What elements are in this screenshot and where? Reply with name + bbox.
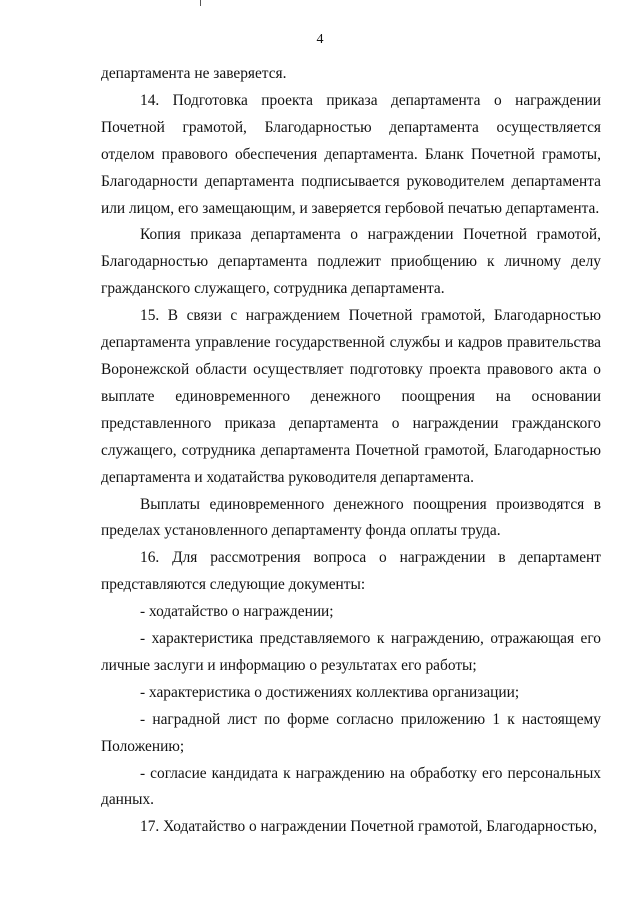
list-item-award-sheet: - наградной лист по форме согласно приложению 1 к настоящему Положению;	[101, 710, 601, 755]
paragraph-15-payments: Выплаты единовременного денежного поощрения производятся в пределах установленного департаменту фонда оплаты труда.	[101, 495, 601, 540]
list-item-petition: - ходатайство о награждении;	[140, 603, 334, 621]
list-item-collective: - характеристика о достижениях коллектива организации;	[140, 683, 520, 701]
scan-artifact-mark	[200, 0, 201, 6]
list-item-characteristic: - характеристика представляемого к награждению, отражающая его личные заслуги и информацию о результатах его работы;	[101, 630, 601, 674]
paragraph-14-copy: Копия приказа департамента о награждении Почетной грамотой, Благодарностью департамента подлежит приобщению к личному делу гражданского служащего, сотрудника департамента.	[101, 226, 601, 298]
document-body	[101, 61, 601, 841]
paragraph-16: 16. Для рассмотрения вопроса о награждении в департамент представляются следующие документы:	[101, 549, 601, 594]
paragraph-continuation: департамента не заверяется.	[101, 65, 287, 82]
paragraph-15: 15. В связи с награждением Почетной грамотой, Благодарностью департамента управление государственной службы и кадров правительства Воронежской области осуществляет подготовку проекта правового акта о выплате единовременного денежного поощрения на основании представленного приказа департамента о награждении гражданского служащего, сотрудника департамента Почетной грамотой, Благодарностью департамента и ходатайства руководителя департамента.	[101, 307, 601, 486]
page-number: 4	[316, 32, 324, 47]
paragraph-17: 17. Ходатайство о награждении Почетной грамотой, Благодарностью,	[140, 818, 598, 836]
paragraph-14: 14. Подготовка проекта приказа департамента о награждении Почетной грамотой, Благодарностью департамента осуществляется отделом правового обеспечения департамента. Бланк Почетной грамоты, Благодарности департамента подписывается руководителем департамента или лицом, его замещающим, и заверяется гербовой печатью департамента.	[101, 91, 601, 217]
list-item-consent: - согласие кандидата к награждению на обработку его персональных данных.	[101, 764, 601, 809]
